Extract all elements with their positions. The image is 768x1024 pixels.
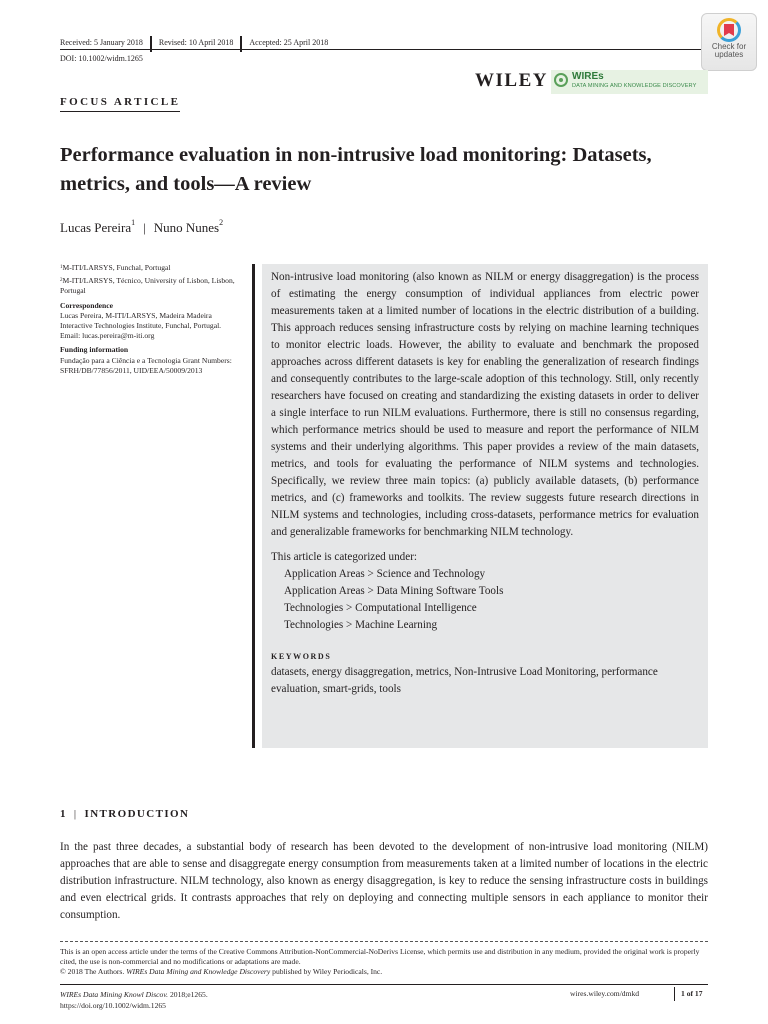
affiliation-marker: 1 (131, 218, 136, 227)
author-name[interactable]: Nuno Nunes (153, 220, 220, 235)
author-list (60, 220, 223, 236)
correspondence-heading: Correspondence (60, 300, 114, 310)
check-updates-line2: updates (714, 50, 744, 59)
article-info (60, 263, 240, 379)
section-title: INTRODUCTION (84, 808, 190, 820)
citation (60, 989, 208, 1000)
correspondence-text: Lucas Pereira, M-ITI/LARSYS, Madeira Madeira Interactive Technologies Institute, Funchal, Portugal. (60, 310, 222, 331)
copyright-line (60, 967, 708, 977)
received-date: Received: 5 January 2018 (60, 38, 143, 47)
correspondence-email[interactable]: Email: lucas.pereira@m-iti.org (60, 331, 155, 341)
citation-journal: WIREs Data Mining Knowl Discov. (60, 990, 169, 999)
section-type: FOCUS ARTICLE (60, 96, 180, 112)
affiliation-marker: 2 (60, 278, 63, 284)
keywords-text: datasets, energy disaggregation, metrics, Non-Intrusive Load Monitoring, performance evaluation, smart-grids, tools (271, 666, 658, 695)
section-number: 1 (60, 808, 67, 820)
author-name[interactable]: Lucas Pereira (60, 220, 132, 235)
abstract (262, 264, 708, 748)
category-item: Technologies > Machine Learning (284, 619, 438, 631)
affiliation-marker: 1 (60, 265, 63, 270)
check-updates-line1: Check for (711, 42, 747, 51)
page-number: 1 of 17 (681, 989, 703, 998)
section-heading (60, 808, 189, 820)
doi-link[interactable]: https://doi.org/10.1002/widm.1265 (60, 1001, 166, 1010)
citation-block (60, 989, 208, 1011)
funding-heading: Funding information (60, 345, 129, 355)
publisher-logo: WILEY (475, 70, 548, 91)
doi: DOI: 10.1002/widm.1265 (60, 54, 143, 63)
citation-details: 2018;e1265. (169, 990, 208, 999)
copyright-suffix: published by Wiley Periodicals, Inc. (272, 967, 383, 977)
journal-logo-sub: DATA MINING AND KNOWLEDGE DISCOVERY (572, 83, 697, 89)
copyright-journal: WIREs Data Mining and Knowledge Discovery (126, 967, 271, 977)
journal-site-link[interactable]: wires.wiley.com/dmkd (570, 989, 640, 998)
affiliation (60, 276, 240, 296)
article-dates (60, 38, 328, 54)
accepted-date: Accepted: 25 April 2018 (249, 38, 329, 47)
keywords-heading: KEYWORDS (271, 652, 332, 661)
affiliation-marker: 2 (219, 218, 224, 227)
copyright-prefix: © 2018 The Authors. (60, 967, 125, 977)
category-item: Application Areas > Data Mining Software Tools (284, 585, 504, 597)
article-title: Performance evaluation in non-intrusive load monitoring: Datasets, metrics, and tools—A review (60, 144, 652, 195)
affiliation (60, 263, 240, 273)
header-rule (60, 49, 708, 50)
funding-text: Fundação para a Ciência e a Tecnologia Grant Numbers: SFRH/DB/77856/2011, UID/EEA/50009/2013 (60, 355, 232, 375)
category-list (271, 566, 699, 634)
affiliation-text: M-ITI/LARSYS, Funchal, Portugal (62, 263, 171, 272)
revised-date: Revised: 10 April 2018 (158, 38, 234, 47)
abstract-text: Non-intrusive load monitoring (also known as NILM or energy disaggregation) is the process of estimating the energy consumption of individual appliances from electric power measurements taken at a limited number of locations in the electric distribution of a building. This approach reduces sensing infrastructure costs by relying on machine learning techniques to monitor electric loads. However, the ability to evaluate and benchmark the proposed approaches across different datasets is key for enabling the generalization of research findings and consequently contributes to the large-scale adoption of this technology. Still, only recently researchers have focused on creating and standardizing the existing datasets in order to deliver a single interface to run NILM evaluations. Furthermore, there is still no consensus regarding, which performance metrics should be used to measure and report the performance of NILM systems and their underlying algorithms. This paper provides a review of the main datasets, metrics, and tools for evaluating the performance of NILM systems and technologies. Specifically, we review three main topics: (a) publicly available datasets, (b) performance metrics, and (c) frameworks and toolkits. The review suggests future research directions in NILM systems and technologies, including cross-datasets, performance metrics for evaluation and generalizable frameworks for benchmarking NILM technology. (271, 271, 699, 538)
categorized-heading: This article is categorized under: (271, 551, 418, 563)
journal-logo (551, 70, 708, 94)
section-separator: | (73, 808, 78, 820)
wires-logo-icon (554, 73, 568, 87)
footer-rule (60, 984, 708, 985)
abstract-rule (252, 264, 255, 748)
license-text: This is an open access article under the terms of the Creative Commons Attribution-NonCommercial-NoDerivs License, which permits use and distribution in any medium, provided the original work is properly cited, the use is non-commercial and no modifications or adaptations are made. (60, 947, 700, 967)
author-separator: | (143, 220, 146, 235)
check-for-updates-button[interactable] (701, 13, 757, 71)
introduction-paragraph: In the past three decades, a substantial body of research has been devoted to the development of non-intrusive load monitoring (NILM) approaches that are able to sense and disaggregate energy consumption from measurements taken at a limited number of locations in the electric distribution infrastructure. NILM technology, also known as energy disaggregation, is key to reduce the sensing infrastructure costs in buildings and even electrical grids. It contrasts approaches that rely on deploying and connecting multiple sensors in each appliance to monitor their consumption. (60, 841, 708, 921)
affiliation-text: M-ITI/LARSYS, Técnico, University of Lisbon, Lisbon, Portugal (60, 276, 235, 296)
category-item: Technologies > Computational Intelligence (284, 602, 477, 614)
bookmark-icon (717, 18, 741, 42)
page-separator (674, 987, 675, 1001)
category-item: Application Areas > Science and Technology (284, 568, 486, 580)
footer-divider (60, 941, 708, 942)
license-notice (60, 947, 708, 978)
journal-logo-name: WIREs (572, 71, 604, 82)
